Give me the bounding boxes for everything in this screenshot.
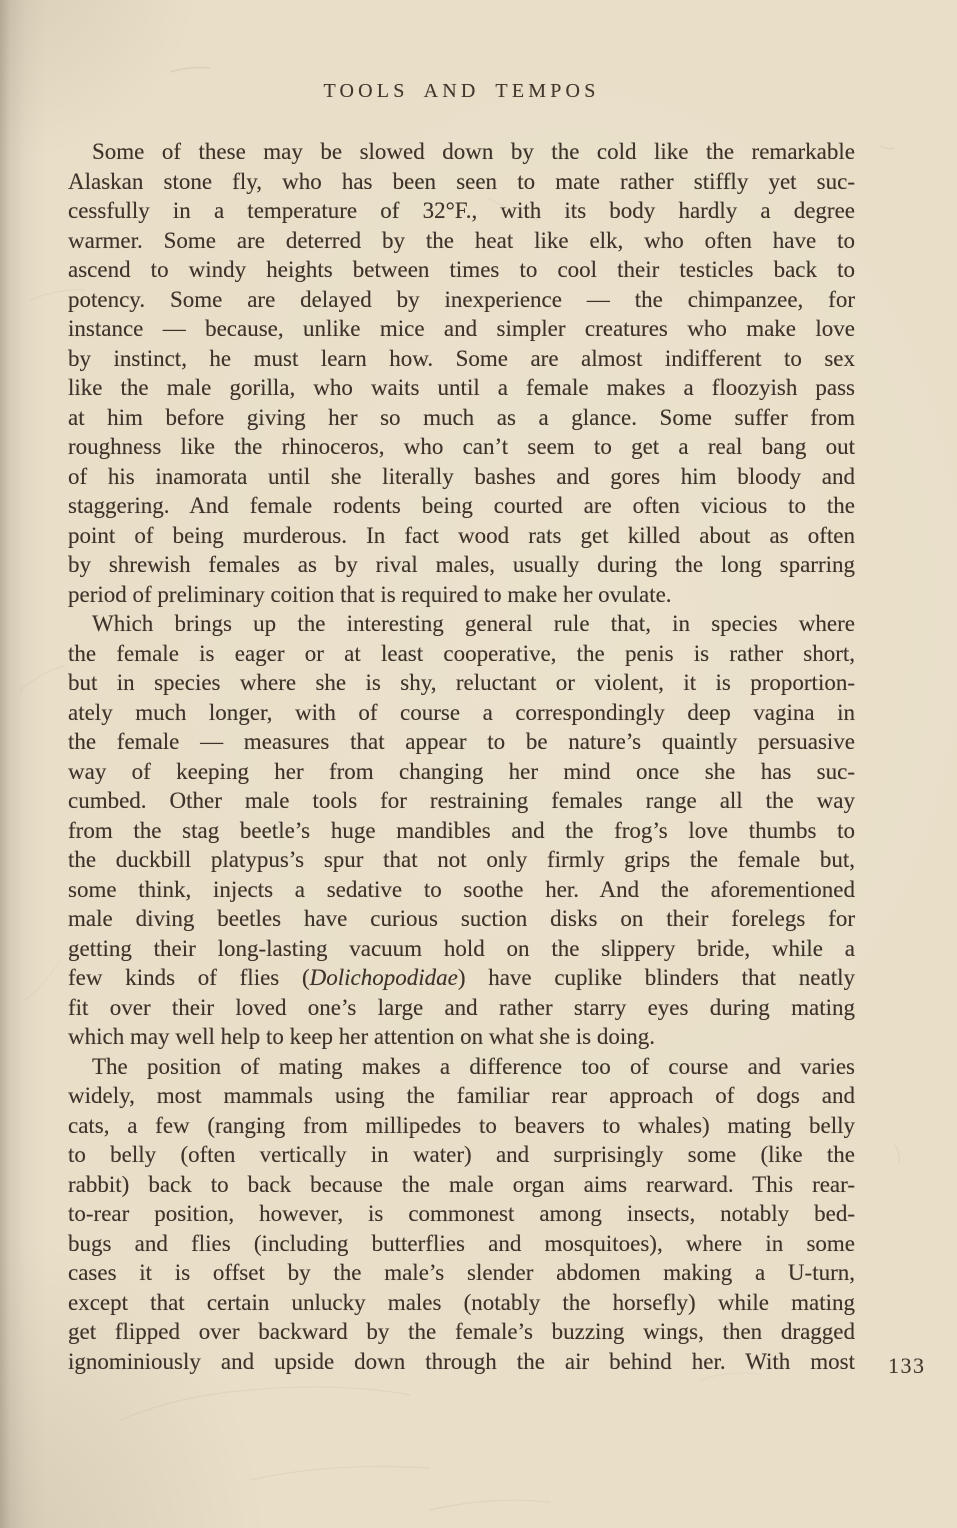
text-line: rabbit) back to back because the male organ aims rearward. This rear-: [68, 1171, 855, 1197]
text-line: Which brings up the interesting general rule that, in species where: [92, 611, 855, 636]
text-line: to belly (often vertically in water) and surprisingly some (like the: [68, 1142, 855, 1167]
text-line: warmer. Some are deterred by the heat like elk, who often have to: [68, 227, 855, 253]
text-line: The position of mating makes a difference too of course and varies: [92, 1053, 855, 1079]
text-line: cessfully in a temperature of 32°F., with its body hardly a degree: [68, 198, 855, 223]
page-number: 133: [888, 1353, 926, 1378]
text-line: ascend to windy heights between times to cool their testicles back to: [68, 257, 855, 282]
text-line: which may well help to keep her attention on what she is doing.: [68, 1024, 656, 1049]
text-line: by instinct, he must learn how. Some are almost indifferent to sex: [68, 345, 855, 371]
text-line: few kinds of flies (Dolichopodidae) have cuplike blinders that neatly: [68, 965, 855, 990]
text-line: period of preliminary coition that is required to make her ovulate.: [68, 581, 672, 607]
text-line: male diving beetles have curious suction disks on their forelegs for: [68, 906, 855, 931]
text-line: Alaskan stone fly, who has been seen to mate rather stiffly yet suc-: [68, 168, 855, 194]
text-line: to-rear position, however, is commonest among insects, notably bed-: [68, 1201, 855, 1226]
text-line: the female is eager or at least cooperative, the penis is rather short,: [68, 640, 855, 666]
text-line: get flipped over backward by the female’s buzzing wings, then dragged: [68, 1319, 855, 1344]
text-line: like the male gorilla, who waits until a female makes a floozyish pass: [68, 375, 855, 400]
text-line: except that certain unlucky males (notably the horsefly) while mating: [68, 1289, 855, 1315]
text-line: staggering. And female rodents being courted are often vicious to the: [68, 493, 855, 518]
text-line: Some of these may be slowed down by the cold like the remarkable: [92, 139, 855, 164]
text-line: some think, injects a sedative to soothe her. And the aforementioned: [68, 876, 855, 902]
body-text: [68, 137, 855, 1376]
text-line: ately much longer, with of course a correspondingly deep vagina in: [68, 699, 855, 725]
text-line: cumbed. Other male tools for restraining females range all the way: [68, 788, 855, 813]
running-head: TOOLS AND TEMPOS: [323, 80, 600, 102]
text-line: getting their long-lasting vacuum hold on the slippery bride, while a: [68, 935, 855, 961]
text-line: instance — because, unlike mice and simpler creatures who make love: [68, 316, 855, 341]
text-line: by shrewish females as by rival males, usually during the long sparring: [68, 552, 855, 577]
text-line: point of being murderous. In fact wood rats get killed about as often: [68, 522, 855, 548]
text-line: the female — measures that appear to be nature’s quaintly persuasive: [68, 729, 855, 754]
text-line: bugs and flies (including butterflies and mosquitoes), where in some: [68, 1230, 855, 1256]
text-line: way of keeping her from changing her mind once she has suc-: [68, 758, 855, 784]
text-line: cats, a few (ranging from millipedes to beavers to whales) mating belly: [68, 1112, 855, 1138]
text-line: ignominiously and upside down through the air behind her. With most: [68, 1348, 855, 1374]
text-line: cases it is offset by the male’s slender abdomen making a U-turn,: [68, 1260, 855, 1285]
text-line: fit over their loved one’s large and rather starry eyes during mating: [68, 994, 855, 1020]
text-line: roughness like the rhinoceros, who can’t seem to get a real bang out: [68, 434, 855, 459]
text-line: but in species where she is shy, reluctant or violent, it is proportion-: [68, 670, 855, 695]
text-line: of his inamorata until she literally bashes and gores him bloody and: [68, 463, 855, 489]
text-line: the duckbill platypus’s spur that not only firmly grips the female but,: [68, 847, 855, 872]
text-line: widely, most mammals using the familiar rear approach of dogs and: [68, 1083, 855, 1108]
text-line: from the stag beetle’s huge mandibles and the frog’s love thumbs to: [68, 817, 855, 843]
text-line: at him before giving her so much as a glance. Some suffer from: [68, 404, 855, 430]
text-line: potency. Some are delayed by inexperience — the chimpanzee, for: [68, 286, 855, 312]
